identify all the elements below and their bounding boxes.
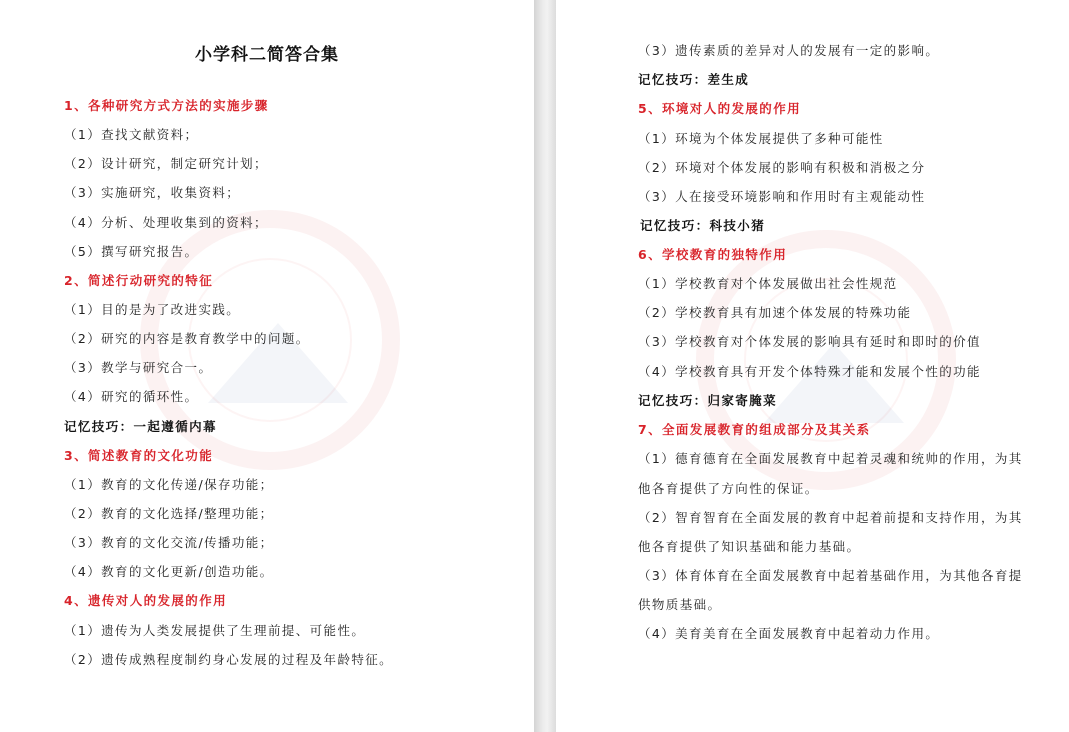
list-item: （1）遗传为人类发展提供了生理前提、可能性。: [64, 623, 366, 638]
list-item: （2）设计研究，制定研究计划；: [64, 156, 268, 171]
document-title: 小学科二简答合集: [195, 45, 339, 65]
list-item: （2）学校教育具有加速个体发展的特殊功能: [638, 305, 912, 320]
list-item: （4）学校教育具有开发个体特殊才能和发展个性的功能: [638, 364, 981, 379]
memory-tip: 记忆技巧：差生成: [638, 72, 750, 87]
list-item: （4）研究的循环性。: [64, 389, 199, 404]
section-heading: 6、学校教育的独特作用: [638, 247, 788, 262]
list-item: （2）研究的内容是教育教学中的问题。: [64, 331, 310, 346]
memory-tip: 记忆技巧：一起遵循内幕: [64, 419, 217, 434]
list-item: （1）学校教育对个体发展做出社会性规范: [638, 276, 898, 291]
list-item: （3）体育体育在全面发展教育中起着基础作用，为其他各育提: [638, 568, 1023, 583]
list-item: （1）德育德育在全面发展教育中起着灵魂和统帅的作用，为其: [638, 451, 1023, 466]
list-item: （1）环境为个体发展提供了多种可能性: [638, 131, 884, 146]
list-item: （4）教育的文化更新/创造功能。: [64, 564, 274, 579]
list-item: 他各育提供了知识基础和能力基础。: [638, 539, 861, 554]
memory-tip: 记忆技巧：科技小猪: [640, 218, 766, 233]
list-item: （2）智育智育在全面发展的教育中起着前提和支持作用，为其: [638, 510, 1023, 525]
list-item: （3）遗传素质的差异对人的发展有一定的影响。: [638, 43, 940, 58]
list-item: （4）分析、处理收集到的资料；: [64, 215, 268, 230]
list-item: 供物质基础。: [638, 597, 722, 612]
list-item: （4）美育美育在全面发展教育中起着动力作用。: [638, 626, 940, 641]
section-heading: 2、简述行动研究的特征: [64, 273, 214, 288]
list-item: （1）目的是为了改进实践。: [64, 302, 241, 317]
left-page: [0, 0, 534, 732]
section-heading: 4、遗传对人的发展的作用: [64, 593, 227, 608]
list-item: （3）学校教育对个体发展的影响具有延时和即时的价值: [638, 334, 981, 349]
list-item: （1）教育的文化传递/保存功能；: [64, 477, 274, 492]
list-item: （3）实施研究，收集资料；: [64, 185, 241, 200]
list-item: （3）教育的文化交流/传播功能；: [64, 535, 274, 550]
page-gutter: [534, 0, 556, 732]
list-item: （3）人在接受环境影响和作用时有主观能动性: [638, 189, 926, 204]
section-heading: 5、环境对人的发展的作用: [638, 101, 801, 116]
section-heading: 3、简述教育的文化功能: [64, 448, 214, 463]
section-heading: 7、全面发展教育的组成部分及其关系: [638, 422, 871, 437]
list-item: （2）遗传成熟程度制约身心发展的过程及年龄特征。: [64, 652, 394, 667]
memory-tip: 记忆技巧：归家寄腌菜: [638, 393, 778, 408]
list-item: （2）环境对个体发展的影响有积极和消极之分: [638, 160, 926, 175]
list-item: （5）撰写研究报告。: [64, 244, 199, 259]
list-item: （2）教育的文化选择/整理功能；: [64, 506, 274, 521]
list-item: （3）教学与研究合一。: [64, 360, 213, 375]
list-item: （1）查找文献资料；: [64, 127, 199, 142]
right-page: [556, 0, 1069, 732]
list-item: 他各育提供了方向性的保证。: [638, 481, 819, 496]
section-heading: 1、各种研究方式方法的实施步骤: [64, 98, 269, 113]
